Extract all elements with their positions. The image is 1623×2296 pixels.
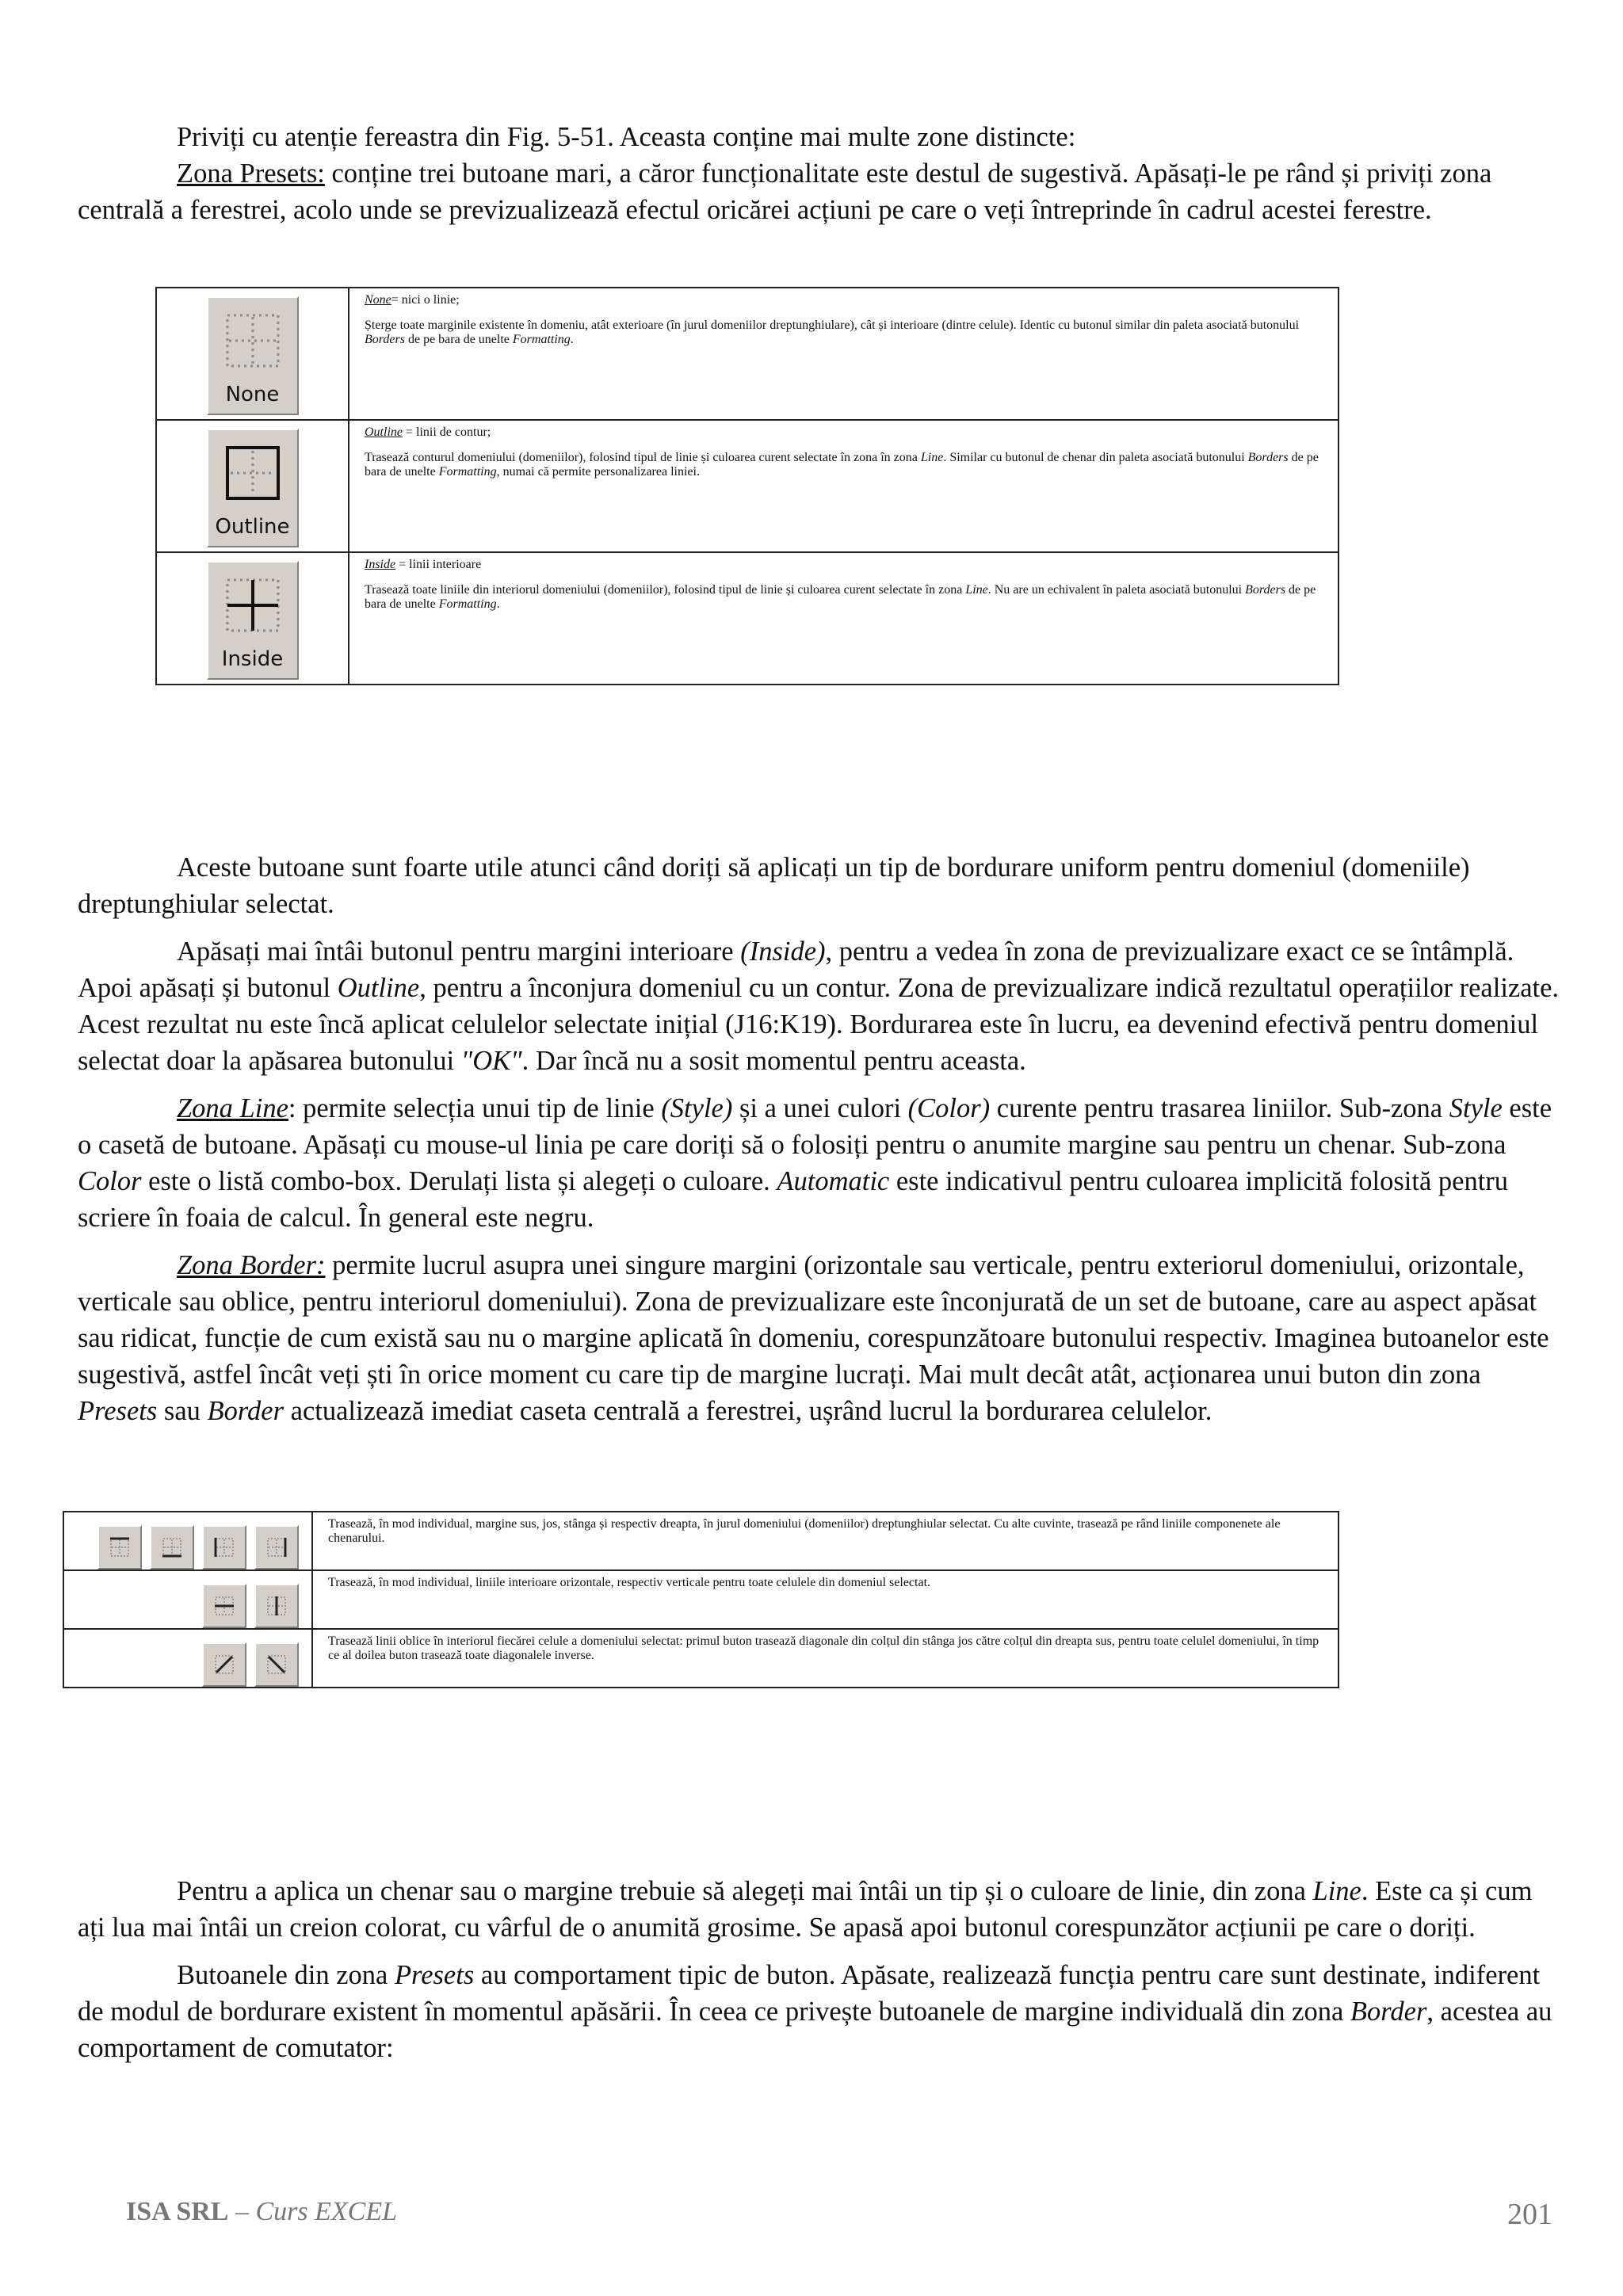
preset-title-term: None	[365, 293, 391, 307]
border-icon-cell	[63, 1512, 312, 1570]
border-bottom-button[interactable]	[150, 1525, 194, 1569]
footer-company: ISA SRL	[126, 2197, 229, 2226]
table-row	[156, 288, 1338, 420]
desc-text: , numai că permite personalizarea liniei.	[496, 465, 700, 479]
desc-em: Borders	[365, 333, 405, 346]
para-em: Line	[1312, 1876, 1361, 1906]
none-preset-icon	[218, 306, 288, 376]
preset-icon-cell	[156, 288, 349, 420]
para-text: Apăsați mai întâi butonul pentru margini interioare	[177, 936, 741, 967]
inside-vertical-button[interactable]	[254, 1584, 299, 1628]
inside-horizontal-icon	[214, 1596, 235, 1616]
page-content-bottom	[78, 1873, 1560, 2066]
desc-text: .	[570, 333, 574, 346]
desc-em: Line	[965, 583, 988, 597]
buttons-paragraph	[78, 1957, 1560, 2066]
desc-em: Borders	[1247, 451, 1289, 464]
preset-title-suffix: = nici o linie;	[391, 293, 460, 307]
desc-text: .	[496, 597, 500, 611]
none-preset-button[interactable]	[207, 296, 299, 415]
para-em: Border	[1350, 1997, 1427, 2027]
after-presets-paragraph: Aceste butoane sunt foarte utile atunci când doriți să aplicați un tip de bordurare uniform pentru domeniul (domeniile) dreptunghiular selectat.	[78, 852, 1470, 919]
presets-zone-label: Zona Presets:	[177, 158, 325, 189]
para-text: , pentru a înconjura domeniul cu un contur. Zona de previzualizare indică rezultatul operațiilor realizate. Acest rezultat nu este încă aplicat celulelor selectate inițial (J16:K19). Bordurarea este în lucru, ea devenind efectivă pentru domeniul selectat doar la apăsarea butonului	[78, 973, 1560, 1076]
desc-text: de pe bara de unelte	[365, 451, 1319, 479]
para-text: permite lucrul asupra unei singure margini (orizontale sau verticale, pentru exteriorul domeniului, orizontale, verticale sau oblice, pentru interiorul domeniului). Zona de previzualizare este înconjurată de un set de butoane, care au aspect apăsat sau ridicat, funcție de cum există sau nu o margine aplicată în domeniu, corespunzătoare butonului respectiv. Imaginea butoanelor este sugestivă, astfel încât veți ști în orice moment cu care tip de margine lucrați. Mai mult decât atât, acționarea unui buton din zona	[78, 1250, 1549, 1390]
preset-description	[365, 318, 1325, 347]
preset-icon-cell	[156, 420, 349, 552]
desc-em: Formatting	[512, 333, 571, 346]
para-text: . Dar încă nu a sosit momentul pentru aceasta.	[521, 1046, 1026, 1076]
footer-course: Curs EXCEL	[255, 2197, 398, 2226]
intro-paragraph: Priviți cu atenție fereastra din Fig. 5-51. Aceasta conține mai multe zone distincte:	[177, 122, 1076, 152]
desc-text: de pe bara de unelte	[404, 333, 513, 346]
desc-em: Line	[920, 451, 944, 464]
para-em: (Color)	[907, 1093, 991, 1123]
table-row	[63, 1570, 1338, 1629]
inside-preset-button[interactable]	[207, 561, 299, 680]
border-table	[63, 1511, 1339, 1688]
para-em: Style	[1449, 1093, 1503, 1123]
para-text: : permite selecția unui tip de linie	[288, 1093, 662, 1123]
para-text: . Este ca și cum ați lua mai întâi un creion colorat, cu vârful de o anumită grosime. Se apasă apoi butonul corespunzător acțiunii pe care o doriți.	[78, 1876, 1533, 1943]
preset-title	[365, 293, 1325, 307]
preset-desc-cell	[349, 552, 1338, 685]
border-paragraph	[78, 1247, 1560, 1429]
desc-em: Borders	[1245, 583, 1286, 597]
preset-desc-cell	[349, 288, 1338, 420]
desc-em: Formatting	[438, 465, 497, 479]
desc-text: Trasează conturul domeniului (domeniilor), folosind tipul de linie și culoarea curent selectate în zona în zona	[365, 451, 921, 464]
table-row	[156, 420, 1338, 552]
preset-desc-cell	[349, 420, 1338, 552]
border-left-button[interactable]	[202, 1525, 246, 1569]
page-content	[78, 119, 1560, 228]
para-em: Presets	[394, 1960, 475, 1990]
para-em: Color	[78, 1166, 142, 1196]
preset-title	[365, 425, 1325, 440]
diagonal-down-button[interactable]	[254, 1642, 299, 1687]
para-text: actualizează imediat caseta centrală a ferestrei, ușrând lucrul la bordurarea celulelor.	[284, 1396, 1212, 1426]
para-text: este o listă combo-box. Derulați lista și alegeți o culoare.	[141, 1166, 777, 1196]
para-em: Outline	[337, 973, 420, 1003]
para-em: (Style)	[661, 1093, 733, 1123]
para-text: Butoanele din zona	[177, 1960, 395, 1990]
inside-paragraph	[78, 933, 1560, 1079]
desc-text: . Similar cu butonul de chenar din paleta asociată butonului	[943, 451, 1248, 464]
preset-title-term: Outline	[365, 425, 403, 439]
outline-preset-button[interactable]	[207, 429, 299, 547]
para-em: (Inside)	[740, 936, 826, 967]
para-em: "OK"	[460, 1046, 522, 1076]
outline-preset-icon	[218, 438, 288, 508]
page-content-middle	[78, 849, 1560, 1429]
page-number: 201	[1507, 2198, 1552, 2231]
table-row	[63, 1512, 1338, 1570]
border-icon-cell	[63, 1570, 312, 1629]
desc-em: Formatting	[438, 597, 497, 611]
diagonal-down-icon	[266, 1654, 287, 1675]
diagonal-up-button[interactable]	[202, 1642, 246, 1687]
inside-vertical-icon	[266, 1596, 287, 1616]
para-text: au comportament tipic de buton. Apăsate, realizează funcția pentru care sunt destinate, indiferent de modul de bordurare existent în momentul apăsării. În ceea ce privește butoanele de margine individuală din zona	[78, 1960, 1541, 2027]
para-text: și a unei culori	[732, 1093, 908, 1123]
inside-preset-icon	[218, 570, 288, 640]
desc-text: Trasează toate liniile din interiorul domeniului (domeniilor), folosind tipul de linie și culoarea curent selectate în zona	[365, 583, 966, 597]
preset-title-suffix: = linii interioare	[395, 558, 482, 571]
desc-text: de pe bara de unelte	[365, 583, 1316, 611]
outline-button-label: Outline	[215, 515, 290, 539]
desc-text: . Nu are un echivalent în paleta asociată butonului	[987, 583, 1246, 597]
border-icon-cell	[63, 1629, 312, 1688]
para-em: Presets	[78, 1396, 158, 1426]
para-text: , acestea au comportament de comutator:	[78, 1997, 1552, 2063]
para-text: , pentru a vedea în zona de previzualizare exact ce se întâmplă. Apoi apăsați și butonul	[78, 936, 1514, 1003]
border-zone-label: Zona Border:	[177, 1250, 326, 1280]
line-zone-label: Zona Line	[177, 1093, 288, 1123]
para-em: Border	[207, 1396, 285, 1426]
para-em: Automatic	[777, 1166, 890, 1196]
border-desc-cell: Trasează, în mod individual, liniile interioare orizontale, respectiv verticale pentru toate celulele din domeniul selectat.	[312, 1570, 1338, 1629]
border-desc-cell: Trasează linii oblice în interiorul fiecărei celule a domeniului selectat: primul buton trasează diagonale din colțul din stânga jos către colțul din dreapta sus, pentru toate celulel domeniului, în timp ce al doilea buton trasează toate diagonalele inverse.	[312, 1629, 1338, 1688]
preset-description	[365, 583, 1325, 612]
desc-text: Șterge toate marginile existente în domeniu, atât exterioare (în jurul domeniilor dreptunghiulare), cât și interioare (dintre celule). Identic cu butonul similar din paleta asociată butonului	[365, 318, 1300, 332]
presets-table	[155, 287, 1339, 685]
footer-dash: –	[228, 2197, 256, 2226]
page-footer	[126, 2197, 1552, 2231]
border-right-button[interactable]	[254, 1525, 299, 1569]
table-row	[63, 1629, 1338, 1688]
diagonal-up-icon	[214, 1654, 235, 1675]
preset-title-term: Inside	[365, 558, 396, 571]
border-desc-cell: Trasează, în mod individual, margine sus, jos, stânga și respectiv dreapta, în jurul domeniului (domeniilor) dreptunghiular selectat. Cu alte cuvinte, trasează pe rând liniile componenete ale chenarului.	[312, 1512, 1338, 1570]
border-bottom-icon	[162, 1537, 182, 1558]
presets-text: conține trei butoane mari, a căror funcționalitate este destul de sugestivă. Apăsați-le pe rând și priviți zona centrală a ferestrei, acolo unde se previzualizează efectul oricărei acțiuni pe care o veți întreprinde în cadrul acestei ferestre.	[78, 158, 1492, 225]
preset-description	[365, 451, 1325, 479]
presets-paragraph	[78, 155, 1560, 228]
para-text: este o casetă de butoane. Apăsați cu mouse-ul linia pe care doriți să o folosiți pentru o anumite margine sau pentru un chenar. Sub-zona	[78, 1093, 1552, 1160]
table-row	[156, 552, 1338, 685]
preset-title-suffix: = linii de contur;	[403, 425, 491, 439]
border-top-button[interactable]	[97, 1525, 142, 1569]
preset-title	[365, 558, 1325, 572]
none-button-label: None	[225, 383, 280, 406]
para-text: sau	[157, 1396, 208, 1426]
border-top-icon	[109, 1537, 130, 1558]
para-text: curente pentru trasarea liniilor. Sub-zona	[990, 1093, 1449, 1123]
border-right-icon	[266, 1537, 287, 1558]
para-text: este indicativul pentru culoarea implicită folosită pentru scriere în foaia de calcul. În general este negru.	[78, 1166, 1509, 1233]
line-paragraph	[78, 1090, 1560, 1236]
preset-icon-cell	[156, 552, 349, 685]
inside-horizontal-button[interactable]	[202, 1584, 246, 1628]
para-text: Pentru a aplica un chenar sau o margine trebuie să alegeți mai întâi un tip și o culoare de linie, din zona	[177, 1876, 1313, 1906]
border-left-icon	[214, 1537, 235, 1558]
inside-button-label: Inside	[221, 647, 284, 671]
apply-paragraph	[78, 1873, 1560, 1946]
